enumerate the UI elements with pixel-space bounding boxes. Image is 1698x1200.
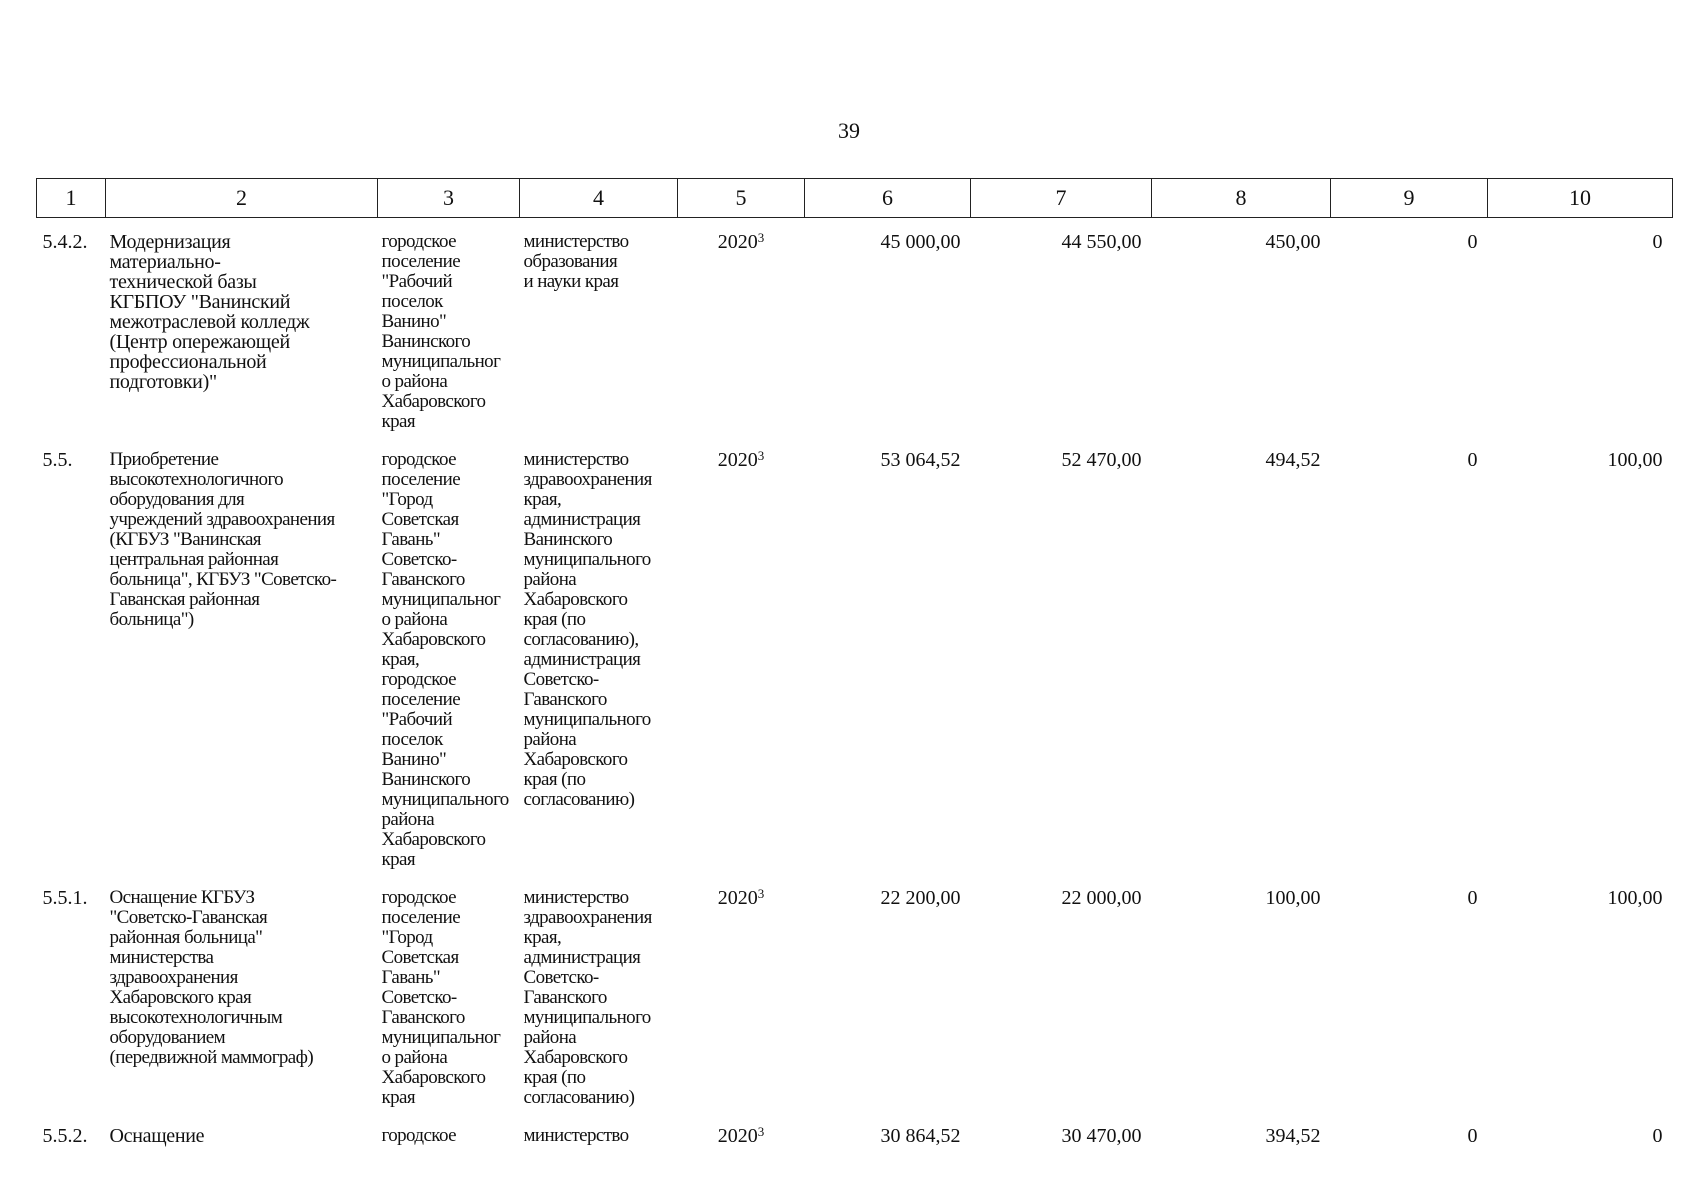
header-col-8: 8 (1152, 179, 1331, 218)
item-total: 45 000,00 (880, 231, 961, 253)
item-territory: городское поселение "Рабочий поселок Ванино" Ванинского муниципальног о района Хабаровского края (381, 231, 501, 432)
item-number: 5.4.2. (42, 231, 88, 253)
header-col-10: 10 (1488, 179, 1673, 218)
item-col8: 494,52 (1265, 449, 1321, 471)
item-total: 30 864,52 (880, 1125, 961, 1147)
item-executor: министерство (523, 1125, 629, 1146)
item-col7: 22 000,00 (1061, 887, 1142, 909)
item-col7: 30 470,00 (1061, 1125, 1142, 1147)
item-col9: 0 (1467, 449, 1478, 471)
header-col-5: 5 (678, 179, 805, 218)
page-number: 39 (838, 118, 860, 143)
item-territory: городское поселение "Город Советская Гавань" Советско- Гаванского муниципальног о района Хабаровского края (381, 887, 501, 1108)
year-value: 2020 (717, 1125, 758, 1147)
item-total: 22 200,00 (880, 887, 961, 909)
year-footnote-mark: 3 (757, 230, 765, 245)
item-executor: министерство здравоохранения края, администрация Советско- Гаванского муниципального района Хабаровского края (по согласованию) (523, 887, 652, 1108)
item-name: Модернизация материально- технической базы КГБПОУ "Ванинский межотраслевой колледж (Центр опережающей профессиональной подготовки)" (109, 231, 310, 393)
column-number-header-row (37, 179, 1673, 218)
item-executor: министерство здравоохранения края, администрация Ванинского муниципального района Хабаровского края (по согласованию), администрация Советско- Гаванского муниципального района Хабаровского края (по согласованию) (523, 449, 652, 810)
table-row (37, 1112, 1673, 1150)
table-row (37, 874, 1673, 1112)
year-value: 2020 (717, 449, 758, 471)
header-col-6: 6 (805, 179, 971, 218)
table-row (37, 218, 1673, 437)
item-col7: 44 550,00 (1061, 231, 1142, 253)
item-col10: 100,00 (1607, 449, 1663, 471)
header-col-9: 9 (1331, 179, 1488, 218)
item-number: 5.5. (42, 449, 73, 471)
item-col10: 0 (1652, 231, 1663, 253)
item-col9: 0 (1467, 1125, 1478, 1147)
year-footnote-mark: 3 (757, 448, 765, 463)
item-col8: 394,52 (1265, 1125, 1321, 1147)
item-number: 5.5.1. (42, 887, 88, 909)
item-col7: 52 470,00 (1061, 449, 1142, 471)
item-year (678, 1112, 805, 1150)
header-col-4: 4 (520, 179, 678, 218)
item-year (678, 218, 805, 437)
year-footnote-mark: 3 (757, 1124, 765, 1139)
table-row (37, 436, 1673, 874)
year-value: 2020 (717, 887, 758, 909)
item-executor: министерство образования и науки края (523, 231, 629, 292)
header-col-3: 3 (378, 179, 520, 218)
item-col10: 0 (1652, 1125, 1663, 1147)
item-year (678, 436, 805, 874)
item-name: Приобретение высокотехнологичного оборудования для учреждений здравоохранения (КГБУЗ "Ванинская центральная районная больница", КГБУЗ "Советско- Гаванская районная больница") (109, 449, 337, 630)
year-value: 2020 (717, 231, 758, 253)
year-footnote-mark: 3 (757, 886, 765, 901)
header-col-2: 2 (106, 179, 378, 218)
item-col8: 100,00 (1265, 887, 1321, 909)
item-col8: 450,00 (1265, 231, 1321, 253)
program-table-sheet (36, 178, 1672, 1150)
item-territory: городское поселение "Город Советская Гавань" Советско- Гаванского муниципальног о района Хабаровского края, городское поселение "Рабочий поселок Ванино" Ванинского муниципального района Хабаровского края (381, 449, 509, 870)
header-col-7: 7 (971, 179, 1152, 218)
item-territory: городское (381, 1125, 456, 1146)
item-total: 53 064,52 (880, 449, 961, 471)
item-name: Оснащение (109, 1125, 205, 1147)
item-name: Оснащение КГБУЗ "Советско-Гаванская районная больница" министерства здравоохранения Хабаровского края высокотехнологичным оборудованием (передвижной маммограф) (109, 887, 314, 1068)
header-col-1: 1 (37, 179, 106, 218)
item-col9: 0 (1467, 887, 1478, 909)
item-number: 5.5.2. (42, 1125, 88, 1147)
item-col10: 100,00 (1607, 887, 1663, 909)
item-year (678, 874, 805, 1112)
program-table (36, 178, 1673, 1150)
item-col9: 0 (1467, 231, 1478, 253)
